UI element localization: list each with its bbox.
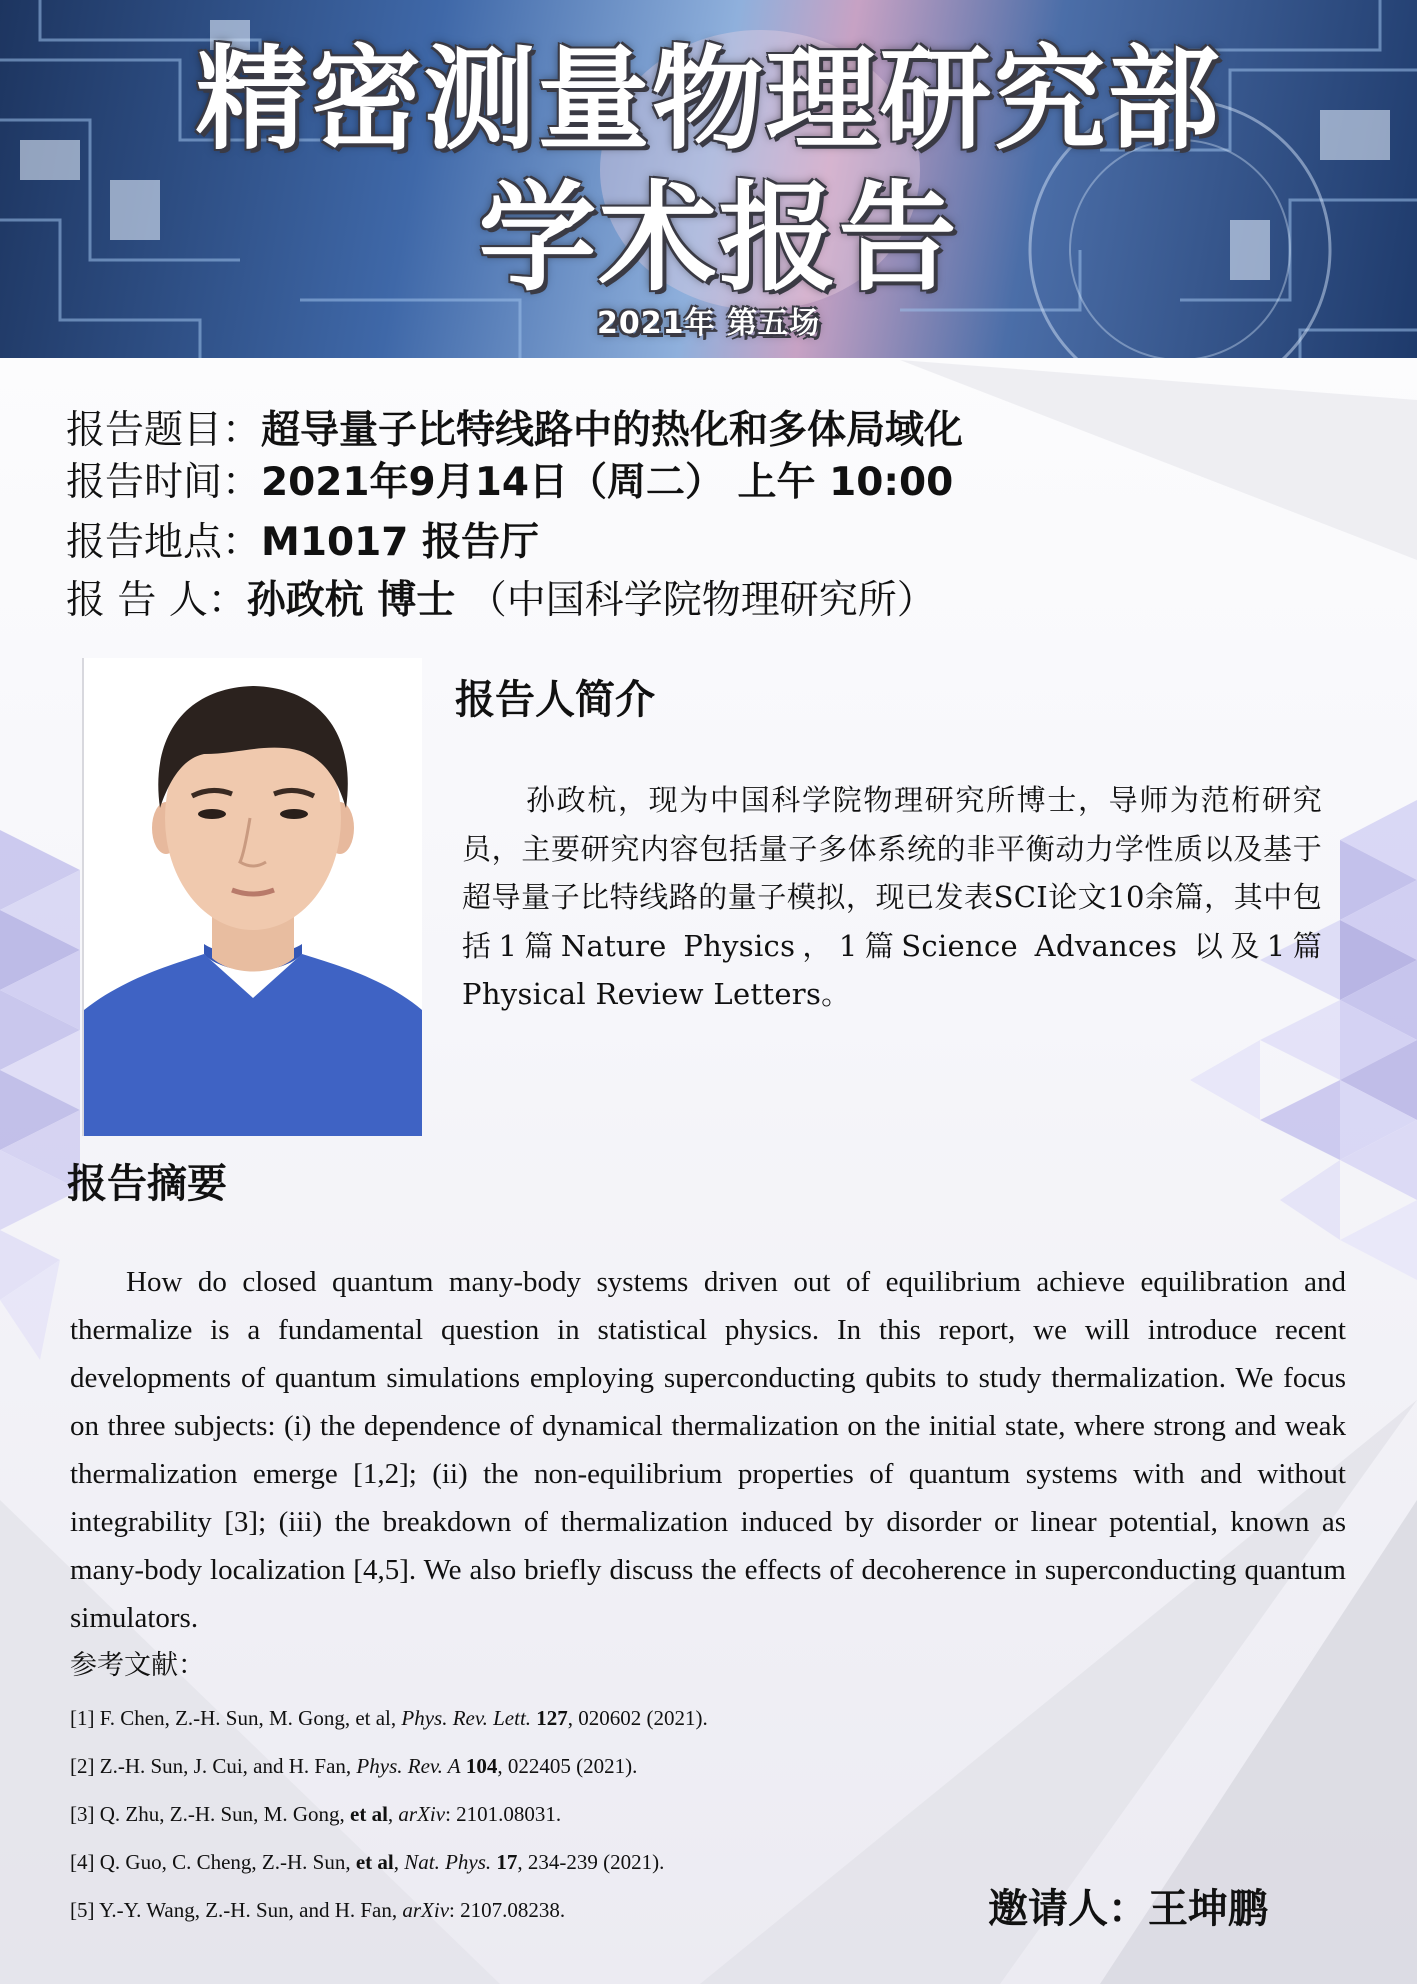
time-line	[66, 456, 953, 510]
reference-item: [5] Y.-Y. Wang, Z.-H. Sun, and H. Fan, arXiv: 2107.08238.	[70, 1898, 566, 1922]
speaker-affiliation: （中国科学院物理研究所）	[467, 578, 936, 623]
reference-list	[70, 1700, 708, 1940]
place-label: 报告地点：	[66, 520, 262, 565]
references-heading: 参考文献：	[70, 1650, 205, 1681]
speaker-photo	[82, 658, 422, 1136]
event-title: 学术报告	[478, 169, 959, 307]
inviter: 邀请人：王坤鹏	[988, 1886, 1268, 1932]
reference-item: [3] Q. Zhu, Z.-H. Sun, M. Gong, et al, arXiv: 2101.08031.	[70, 1802, 562, 1826]
abstract-text: How do closed quantum many-body systems driven out of equilibrium achieve equilibration and thermalize is a fundamental question in statistical physics. In this report, we will introduce recent developments of quantum simulations employing superconducting qubits to study thermalization. We focus on three subjects: (i) the dependence of dynamical thermalization on the initial state, where strong and weak thermalization emerge [1,2]; (ii) the non-equilibrium properties of quantum systems with and without integrability [3]; (iii) the breakdown of thermalization induced by disorder or linear potential, known as many-body localization [4,5]. We also briefly discuss the effects of decoherence in superconducting quantum simulators.	[70, 1266, 1346, 1634]
time-value: 2021年9月14日（周二） 上午 10:00	[261, 460, 954, 505]
bio-text: 孙政杭，现为中国科学院物理研究所博士，导师为范桁研究员，主要研究内容包括量子多体系统的非平衡动力学性质以及基于超导量子比特线路的量子模拟，现已发表SCI论文10余篇，其中包括1篇Nature Physics，1篇Science Advances 以及1篇Physical Review Letters。	[462, 783, 1322, 1011]
session-label: 2021年 第五场	[597, 306, 820, 341]
reference-item: [1] F. Chen, Z.-H. Sun, M. Gong, et al, Phys. Rev. Lett. 127, 020602 (2021).	[70, 1706, 708, 1730]
header-banner	[0, 0, 1417, 358]
time-label: 报告时间：	[66, 460, 262, 505]
topic-line	[66, 404, 963, 458]
reference-item: [4] Q. Guo, C. Cheng, Z.-H. Sun, et al, Nat. Phys. 17, 234-239 (2021).	[70, 1850, 665, 1874]
speaker-label: 报 告 人：	[66, 578, 247, 623]
topic-value: 超导量子比特线路中的热化和多体局域化	[261, 408, 964, 453]
speaker-name: 孙政杭 博士	[246, 578, 456, 623]
bio-heading: 报告人简介	[455, 677, 655, 723]
department-title: 精密测量物理研究部	[195, 35, 1222, 165]
place-line	[66, 516, 539, 570]
speaker-line	[66, 574, 936, 628]
place-value: M1017 报告厅	[261, 520, 539, 565]
abstract-heading: 报告摘要	[67, 1161, 227, 1207]
reference-item: [2] Z.-H. Sun, J. Cui, and H. Fan, Phys. Rev. A 104, 022405 (2021).	[70, 1754, 638, 1778]
topic-label: 报告题目：	[66, 408, 262, 453]
